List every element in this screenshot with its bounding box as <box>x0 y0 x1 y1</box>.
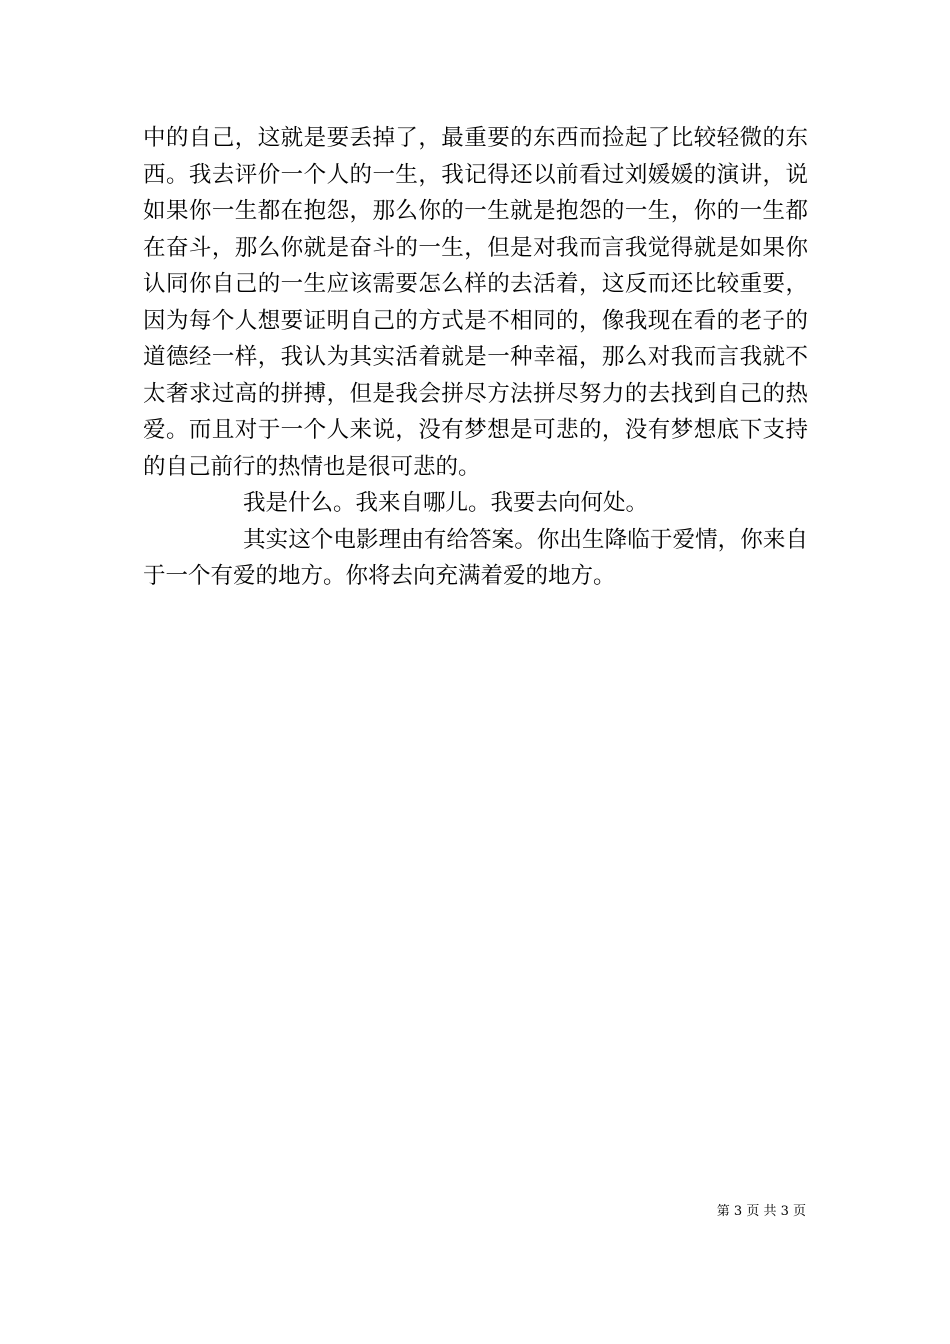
text-line: 的自己前行的热情也是很可悲的。 <box>143 453 481 480</box>
text-line: 道德经一样，我认为其实活着就是一种幸福，那么对我而言我就不 <box>143 344 808 370</box>
paragraph-line: 我是什么。我来自哪儿。我要去向何处。 <box>243 490 649 516</box>
paragraph-line: 其实这个电影理由有给答案。你出生降临于爱情，你来自 <box>243 526 808 553</box>
body-text <box>143 120 808 595</box>
text-line: 太奢求过高的拼搏，但是我会拼尽方法拼尽努力的去找到自己的热 <box>143 380 808 407</box>
text-line: 认同你自己的一生应该需要怎么样的去活着，这反而还比较重要， <box>143 271 808 297</box>
text-line: 如果你一生都在抱怨，那么你的一生就是抱怨的一生，你的一生都 <box>143 198 808 224</box>
page-number-footer: 第 3 页 共 3 页 <box>716 1204 806 1219</box>
text-line: 西。我去评价一个人的一生，我记得还以前看过刘媛媛的演讲，说 <box>143 161 808 188</box>
text-line: 爱。而且对于一个人来说，没有梦想是可悲的，没有梦想底下支持 <box>143 417 808 443</box>
text-line: 中的自己，这就是要丢掉了，最重要的东西而捡起了比较轻微的东 <box>143 125 808 151</box>
text-line: 于一个有爱的地方。你将去向充满着爱的地方。 <box>143 563 616 589</box>
text-line: 在奋斗，那么你就是奋斗的一生，但是对我而言我觉得就是如果你 <box>143 234 808 261</box>
text-line: 因为每个人想要证明自己的方式是不相同的，像我现在看的老子的 <box>143 307 808 334</box>
